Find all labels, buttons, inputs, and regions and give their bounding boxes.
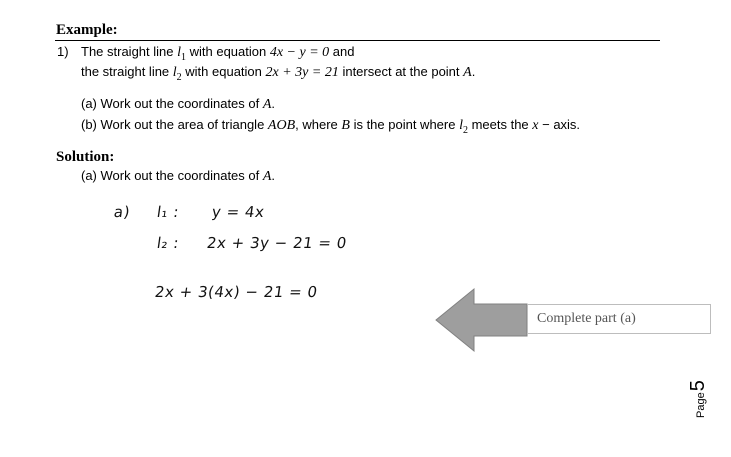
- question-line-2: the straight line $l_2$ with equation 2x + 3y = 21 intersect at the point A.: [81, 64, 476, 84]
- question-line-1: The straight line $l_1$ with equation 4x − y = 0 and: [81, 44, 355, 64]
- page-word: Page: [695, 392, 707, 418]
- example-heading: Example:: [56, 22, 118, 38]
- handwritten-l1-equation: y = 4x: [210, 203, 266, 221]
- question-part-b: (b) Work out the area of triangle AOB, where B is the point where $l_2$ meets the x − axis.: [81, 117, 581, 137]
- question-part-a: (a) Work out the coordinates of A.: [81, 96, 276, 112]
- svg-text:Page5: [687, 380, 709, 418]
- heading-rule: [55, 40, 660, 41]
- left-arrow-icon: [434, 288, 530, 352]
- callout-complete-part-a: Complete part (a): [527, 304, 711, 334]
- solution-part-a: (a) Work out the coordinates of A.: [81, 168, 276, 184]
- handwritten-part-label: a): [112, 203, 132, 221]
- handwritten-l2-label: l₂ :: [155, 234, 181, 252]
- equation-1: 4x − y = 0: [269, 45, 330, 60]
- handwritten-l2-equation: 2x + 3y − 21 = 0: [205, 234, 349, 252]
- page-number: [687, 372, 730, 422]
- question-number: 1): [57, 44, 69, 59]
- equation-2: 2x + 3y = 21: [265, 65, 339, 80]
- handwritten-l1-label: l₁ :: [155, 203, 181, 221]
- solution-heading: Solution:: [56, 149, 115, 165]
- page-digit: 5: [687, 380, 709, 392]
- handwritten-substitution: 2x + 3(4x) − 21 = 0: [153, 283, 319, 301]
